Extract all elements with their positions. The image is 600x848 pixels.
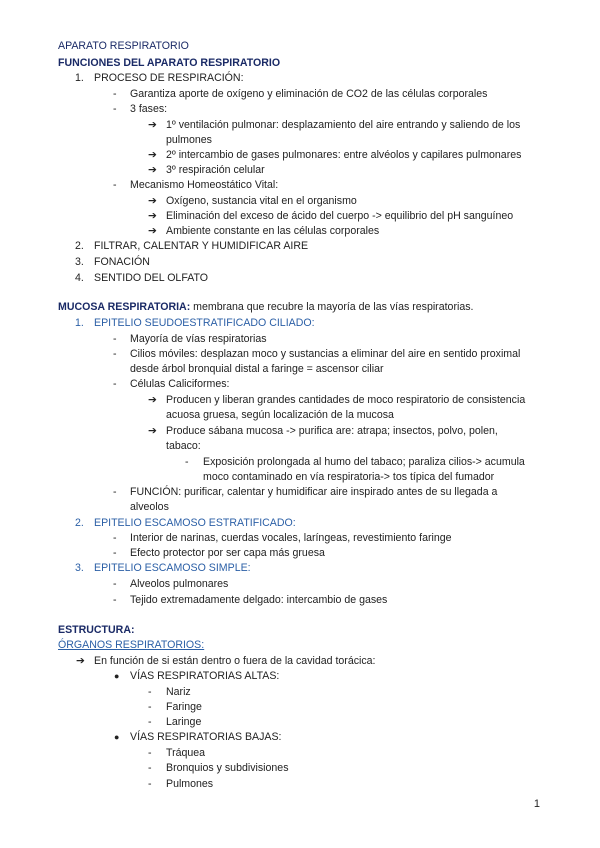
dash-marker: - (148, 762, 152, 774)
dash-marker: - (148, 747, 152, 759)
list-item: Ambiente constante en las células corporales (166, 225, 380, 237)
list-item: Cilios móviles: desplazan moco y sustancias a eliminar del aire en sentido proximal (130, 348, 521, 360)
bullet-icon: ● (114, 671, 120, 681)
list-item: FONACIÓN (94, 256, 150, 268)
dash-marker: - (113, 486, 117, 498)
structure-heading: ESTRUCTURA: (58, 624, 135, 636)
dash-marker: - (148, 701, 152, 713)
list-number: 1. (75, 72, 84, 84)
list-item: Pulmones (166, 778, 214, 790)
list-item: Bronquios y subdivisiones (166, 762, 289, 774)
list-item: VÍAS RESPIRATORIAS ALTAS: (130, 670, 280, 682)
list-item: Tráquea (166, 747, 206, 759)
dash-marker: - (113, 532, 117, 544)
mucosa-paragraph (58, 300, 473, 314)
list-item: 2º intercambio de gases pulmonares: entre alvéolos y capilares pulmonares (166, 149, 522, 161)
epithelium-heading: EPITELIO ESCAMOSO ESTRATIFICADO: (94, 517, 296, 529)
dash-marker: - (113, 103, 117, 115)
arrow-icon: ➔ (148, 119, 157, 131)
list-item: Efecto protector por ser capa más gruesa (130, 547, 325, 559)
epithelium-heading: EPITELIO SEUDOESTRATIFICADO CILIADO: (94, 317, 315, 329)
list-item-continuation: desde árbol bronquial distal a faringe = ascensor ciliar (130, 363, 384, 375)
list-number: 4. (75, 272, 84, 284)
arrow-icon: ➔ (148, 164, 157, 176)
list-item: Interior de narinas, cuerdas vocales, laríngeas, revestimiento faringe (130, 532, 452, 544)
dash-marker: - (113, 333, 117, 345)
dash-marker: - (113, 547, 117, 559)
page-number: 1 (533, 798, 540, 810)
list-item: Mecanismo Homeostático Vital: (130, 179, 279, 191)
list-item: FUNCIÓN: purificar, calentar y humidificar aire inspirado antes de su llegada a (130, 486, 498, 498)
list-item-continuation: alveolos (130, 501, 169, 513)
list-item: Laringe (166, 716, 202, 728)
arrow-icon: ➔ (148, 225, 157, 237)
list-number: 1. (75, 317, 84, 329)
list-item-continuation: acuosa gruesa, según localización de la mucosa (166, 409, 394, 421)
mucosa-definition: membrana que recubre la mayoría de las vías respiratorias. (190, 301, 474, 313)
list-item-continuation: pulmones (166, 134, 212, 146)
list-item: FILTRAR, CALENTAR Y HUMIDIFICAR AIRE (94, 240, 309, 252)
dash-marker: - (185, 456, 189, 468)
arrow-icon: ➔ (148, 425, 157, 437)
arrow-icon: ➔ (148, 210, 157, 222)
dash-marker: - (148, 778, 152, 790)
list-item: Alveolos pulmonares (130, 578, 229, 590)
list-item: Garantiza aporte de oxígeno y eliminación de CO2 de las células corporales (130, 88, 488, 100)
list-item: 3 fases: (130, 103, 168, 115)
section-heading-funciones: FUNCIONES DEL APARATO RESPIRATORIO (58, 57, 281, 69)
list-item: Producen y liberan grandes cantidades de moco respiratorio de consistencia (166, 394, 526, 406)
mucosa-heading: MUCOSA RESPIRATORIA: (58, 301, 191, 313)
arrow-icon: ➔ (148, 195, 157, 207)
list-item: VÍAS RESPIRATORIAS BAJAS: (130, 731, 282, 743)
epithelium-heading: EPITELIO ESCAMOSO SIMPLE: (94, 562, 251, 574)
dash-marker: - (113, 88, 117, 100)
list-item-continuation: tabaco: (166, 440, 201, 452)
list-item: 3º respiración celular (166, 164, 265, 176)
list-item: PROCESO DE RESPIRACIÓN: (94, 72, 244, 84)
list-number: 2. (75, 240, 84, 252)
arrow-icon: ➔ (76, 655, 85, 667)
list-number: 3. (75, 562, 84, 574)
arrow-icon: ➔ (148, 394, 157, 406)
dash-marker: - (148, 716, 152, 728)
organs-subheading: ÓRGANOS RESPIRATORIOS: (58, 639, 205, 651)
list-item: Mayoría de vías respiratorias (130, 333, 267, 345)
arrow-icon: ➔ (148, 149, 157, 161)
list-item: Faringe (166, 701, 202, 713)
list-item: En función de si están dentro o fuera de la cavidad torácica: (94, 655, 376, 667)
dash-marker: - (113, 179, 117, 191)
list-item: Exposición prolongada al humo del tabaco; paraliza cilios-> acumula (203, 456, 525, 468)
dash-marker: - (113, 594, 117, 606)
list-item: Células Caliciformes: (130, 378, 230, 390)
dash-marker: - (113, 378, 117, 390)
list-item: SENTIDO DEL OLFATO (94, 272, 209, 284)
list-item-continuation: moco contaminado en vía respiratoria-> tos típica del fumador (203, 471, 495, 483)
list-number: 3. (75, 256, 84, 268)
list-number: 2. (75, 517, 84, 529)
list-item: Eliminación del exceso de ácido del cuerpo -> equilibrio del pH sanguíneo (166, 210, 514, 222)
list-item: Tejido extremadamente delgado: intercambio de gases (130, 594, 388, 606)
dash-marker: - (113, 348, 117, 360)
list-item: Nariz (166, 686, 191, 698)
document-title: APARATO RESPIRATORIO (58, 40, 189, 52)
bullet-icon: ● (114, 732, 120, 742)
list-item: Produce sábana mucosa -> purifica are: atrapa; insectos, polvo, polen, (166, 425, 498, 437)
list-item: Oxígeno, sustancia vital en el organismo (166, 195, 357, 207)
list-item: 1º ventilación pulmonar: desplazamiento del aire entrando y saliendo de los (166, 119, 521, 131)
dash-marker: - (113, 578, 117, 590)
dash-marker: - (148, 686, 152, 698)
